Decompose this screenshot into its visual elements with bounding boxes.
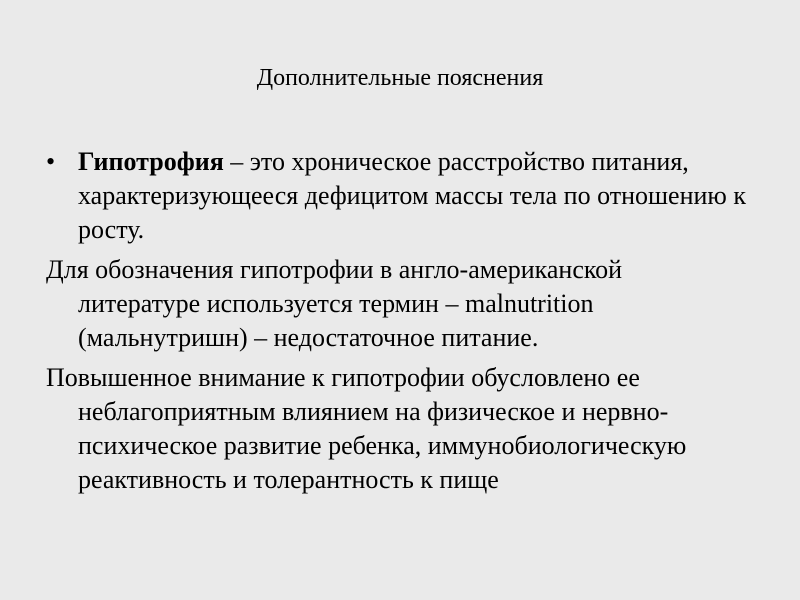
bullet-item-definition (46, 145, 746, 247)
slide-content (46, 145, 746, 503)
bullet-icon: • (46, 147, 56, 176)
paragraph-malnutrition: Для обозначения гипотрофии в англо-американской литературе используется термин – malnutrition (мальнутришн) – недостаточное питание. (46, 255, 623, 352)
definition-text: – это хроническое расстройство питания, характеризующееся дефицитом массы тела по отношению к росту. (78, 147, 746, 244)
slide-title: Дополнительные пояснения (256, 65, 544, 91)
paragraph-attention: Повышенное внимание к гипотрофии обусловлено ее неблагоприятным влиянием на физическое и нервно-психическое развитие ребенка, иммунобиологическую реактивность и толерантность к пище (46, 363, 687, 494)
definition-term: Гипотрофия (78, 147, 224, 176)
